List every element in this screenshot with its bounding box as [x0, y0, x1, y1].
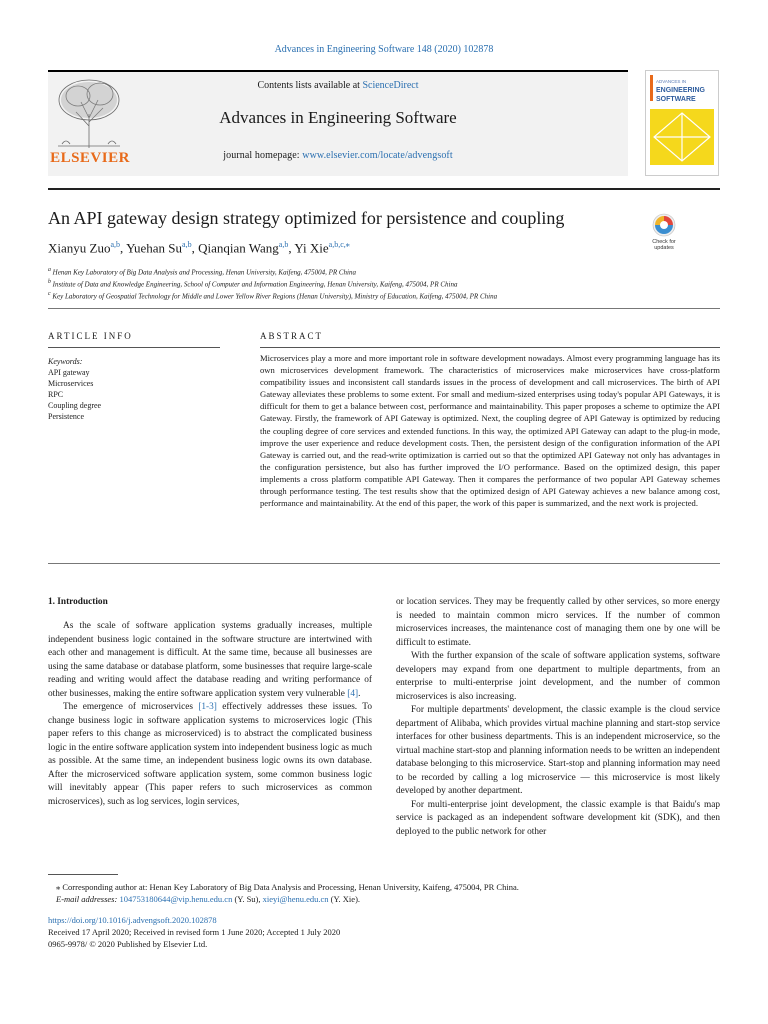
journal-cover-image [645, 70, 719, 176]
article-title: An API gateway design strategy optimized for persistence and coupling [48, 208, 565, 228]
keywords-label: Keywords: [48, 357, 83, 366]
paragraph-text: effectively addresses these issues. To change business logic in software application systems to microservices logic (This paper refers to this change as microserviced) is to abstract the complicated business logic in the entire software application system into independent business logic as much as possible. At the same time, an independent business logic owns its own database. After the microserviced software application system, some common business logic will inevitably appear (This paper refers to such microservices as common microservices), such as log services, login services, [48, 702, 372, 807]
affiliations-divider [48, 308, 720, 309]
keyword: Coupling degree [48, 401, 102, 410]
body-paragraph: With the further expansion of the scale of software application systems, software developers may expand from one department to multiple departments, from an enterprise to multi-enterprise joint development, and the number of common microservices is also increasing. [396, 651, 720, 702]
affiliation-text: Henan Key Laboratory of Big Data Analysis and Processing, Henan University, Kaifeng, 475004, PR China [52, 268, 356, 277]
body-paragraph: For multiple departments' development, the classic example is the cloud service department of Alibaba, which provides virtual machine planning and start-stop service interfaces for other business departments. This is an independent microservice, so the virtual machine start-stop and planning information needs to be written an independent database belonging to this microservice. Start-stop and planning information may need to be recorded by calling a log microservice — this microservice is most likely developed by another department. [396, 705, 720, 796]
crossmark-label-2: updates [654, 245, 674, 251]
affiliation [48, 267, 720, 276]
header-divider [48, 188, 720, 190]
paragraph-text: The emergence of microservices [63, 702, 199, 712]
affiliation-mark: b [48, 279, 51, 285]
keyword: RPC [48, 390, 64, 399]
cover-title-line1: ADVANCES IN [656, 79, 687, 84]
sciencedirect-link[interactable]: ScienceDirect [362, 80, 419, 91]
check-for-updates-badge[interactable] [646, 212, 682, 252]
affiliation-text: Key Laboratory of Geospatial Technology for Middle and Lower Yellow River Regions (Henan University), Ministry of Education, Kaifeng, 475004, PR China [52, 292, 498, 301]
email-label: E-mail addresses: [56, 894, 120, 904]
author-separator: , [191, 240, 199, 256]
body-paragraph: or location services. They may be frequently called by other services, so more energy is needed to maintain common micro services. If the number of common microservices increases, the maintenance cost of managing them one by one will be difficult to estimate. [396, 597, 720, 648]
journal-homepage [48, 150, 628, 161]
abstract-body: Microservices play a more and more important role in software development nowadays. Almost every programming language has its own microservices development framework. The characteristics of microservices make microservices have cross-platform compatibility issues and inconsistent call standards issues in the process of development and call microservices. The birth of API Gateway alleviates these problems to some extent. For small and medium-sized enterprises using today's popular API Gateways, it is difficult for them to get a balance between cost, performance and maintainability. This paper proposes a scheme to optimize the API Gateway. Firstly, the framework of API Gateway is optimized. Next, the coupling degree of API Gateway is optimized by reducing the coupling degree of core services and extended functions. In this way, the optimized API Gateway can adapt to the plug-in mode, improve the user experience and reduce development costs. Then, the persistent design of the configuration information of the API Gateway is carried out, and the read-write optimization is carried out so that the optimized API Gateway not only has advantages in the configuration persistence, but also has further improved the I/O performance. Based on the optimized design, this paper implements a cross platform compatible API Gateway. Then it compares the performance of two popular API Gateway schemes through performance testing. The test results show that the optimized design of API Gateway achieves a new balance among cost, performance and maintainability. At the end of this paper, the work of this paper is summarized, and the next work is projected. [260, 353, 720, 509]
body-paragraph [48, 701, 372, 809]
email-owner: (Y. Su), [232, 894, 263, 904]
author-name: Xianyu Zuo [48, 240, 111, 256]
keyword: API gateway [48, 368, 90, 377]
publication-info [48, 914, 720, 950]
corresponding-author-note: ⁎ Corresponding author at: Henan Key Laboratory of Big Data Analysis and Processing, Henan University, Kaifeng, 475004, PR China. [56, 882, 519, 892]
elsevier-wordmark: ELSEVIER [50, 150, 130, 166]
doi-link[interactable]: https://doi.org/10.1016/j.advengsoft.2020.102878 [48, 915, 217, 925]
cover-title-line2: ENGINEERING [656, 87, 706, 94]
author-affiliation-marks[interactable]: a,b [110, 240, 121, 249]
author-affiliation-marks[interactable]: a,b [182, 240, 192, 249]
citation-link[interactable]: [4] [347, 688, 359, 699]
contents-availability [48, 80, 628, 91]
footnote-divider [48, 874, 118, 875]
author-list [48, 240, 628, 256]
keyword: Persistence [48, 412, 84, 421]
body-paragraph: For multi-enterprise joint development, the classic example is that Baidu's map service is packaged as an independent software development kit (SDK), and then deployed to the public network for other [396, 799, 720, 837]
author-name: Yi Xie [294, 240, 329, 256]
author-affiliation-marks[interactable]: a,b,c, [328, 240, 346, 249]
section-heading-introduction: 1. Introduction [48, 597, 108, 607]
citation-link[interactable]: [1-3] [198, 702, 217, 712]
contents-prefix: Contents lists available at [257, 80, 363, 91]
email-link[interactable]: 104753180644@vip.henu.edu.cn [119, 894, 233, 904]
abstract-heading: ABSTRACT [260, 331, 324, 341]
affiliation-mark: a [48, 267, 51, 273]
copyright-line: 0965-9978/ © 2020 Published by Elsevier Ltd. [48, 939, 208, 949]
author-separator: , [120, 240, 127, 256]
affiliation [48, 291, 720, 300]
author-affiliation-marks[interactable]: a,b [278, 240, 289, 249]
article-info-heading: ARTICLE INFO [48, 331, 133, 341]
author-name: Qianqian Wang [198, 240, 279, 256]
author-name: Yuehan Su [126, 240, 183, 256]
paragraph-text: . [358, 688, 361, 699]
journal-title: Advances in Engineering Software [219, 108, 457, 127]
body-column-left [48, 620, 372, 809]
article-info-divider [48, 347, 220, 348]
corresponding-author-mark[interactable]: ⁎ [345, 240, 350, 249]
abstract-bottom-divider [48, 563, 720, 564]
homepage-link[interactable]: www.elsevier.com/locate/advengsoft [302, 150, 453, 161]
paragraph-text: As the scale of software application systems gradually increases, multiple independent business logic contained in the software structure are intertwined with each other and management is difficult. At the same time, because all businesses are using the same database or database platform, some businesses that require large-scale reading and writing would affect the database reading and writing performance of other businesses, making the entire software application system very vulnerable [48, 621, 372, 699]
homepage-prefix: journal homepage: [223, 150, 303, 161]
crossmark-label-1: Check for [652, 239, 676, 245]
affiliation [48, 279, 720, 288]
affiliation-mark: c [48, 291, 51, 297]
received-dates: Received 17 April 2020; Received in revised form 1 June 2020; Accepted 1 July 2020 [48, 927, 341, 937]
body-column-right [396, 596, 720, 839]
author-separator: , [288, 240, 295, 256]
footnotes [48, 881, 720, 905]
email-link[interactable]: xieyi@henu.edu.cn [262, 894, 329, 904]
journal-citation-link[interactable]: Advances in Engineering Software 148 (2020) 102878 [274, 44, 494, 55]
email-addresses [48, 893, 720, 905]
keyword: Microservices [48, 379, 94, 388]
affiliation-text: Institute of Data and Knowledge Engineering, School of Computer and Information Engineering, Henan University, Kaifeng, 475004, PR China [52, 280, 458, 289]
keywords-block [48, 356, 220, 422]
abstract-divider [260, 347, 720, 348]
body-paragraph [48, 620, 372, 701]
cover-title-line3: SOFTWARE [656, 96, 696, 103]
email-owner: (Y. Xie). [328, 894, 361, 904]
